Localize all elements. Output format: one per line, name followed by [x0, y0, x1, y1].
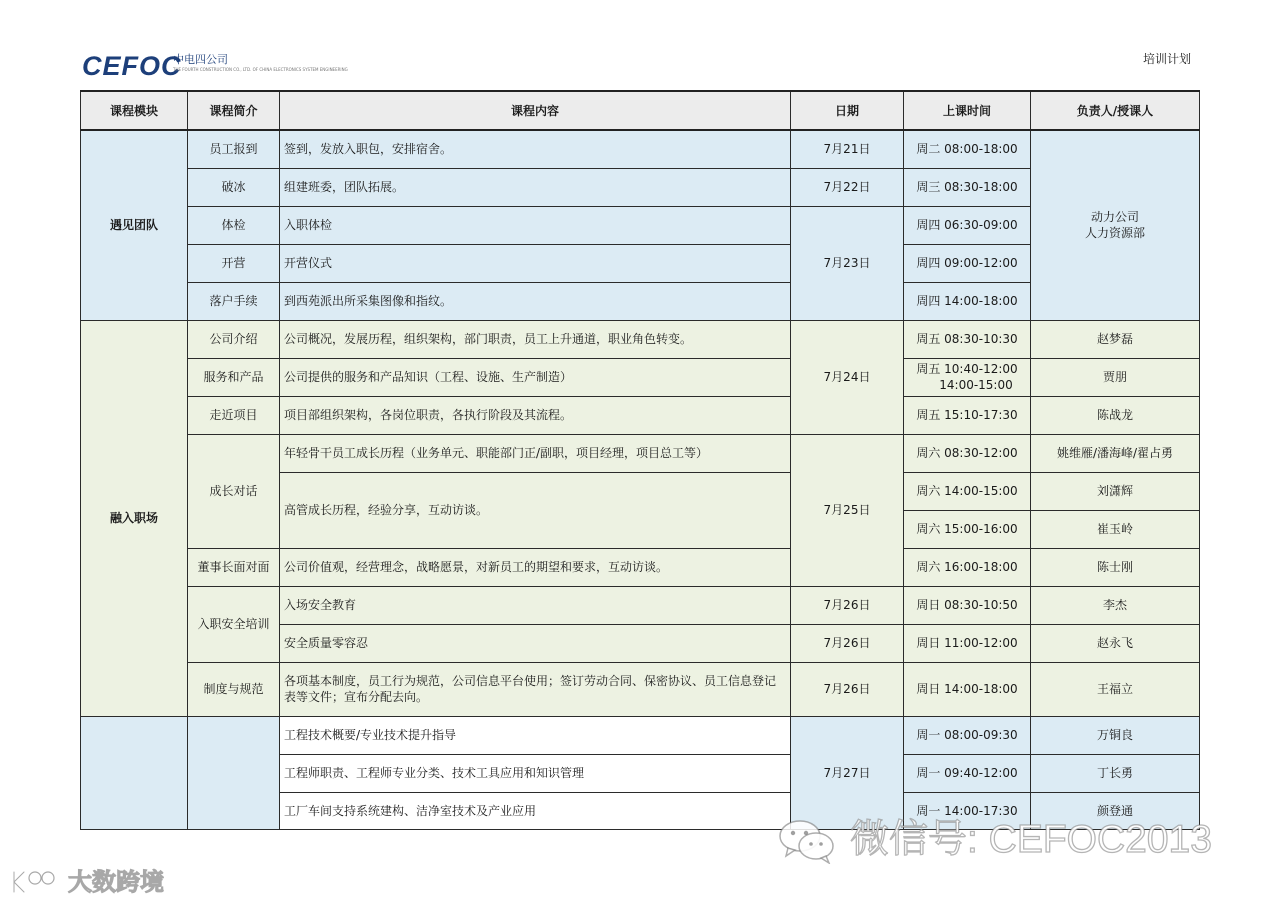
person-cell: 丁长勇	[1031, 754, 1200, 792]
time-cell: 周日 14:00-18:00	[904, 662, 1031, 716]
header-module: 课程模块	[81, 91, 188, 130]
responsible-line: 动力公司	[1090, 210, 1139, 225]
person-cell: 陈士刚	[1031, 548, 1200, 586]
time-cell: 周五 15:10-17:30	[904, 396, 1031, 434]
wechat-watermark	[778, 812, 1258, 868]
intro-cell: 入职安全培训	[188, 586, 280, 662]
time-cell	[904, 358, 1031, 396]
table-row	[81, 130, 1200, 168]
intro-cell: 董事长面对面	[188, 548, 280, 586]
time-cell: 周四 14:00-18:00	[904, 282, 1031, 320]
time-cell: 周日 11:00-12:00	[904, 624, 1031, 662]
logo-wordmark: CEFOC	[82, 51, 182, 81]
time-cell: 周三 08:30-18:00	[904, 168, 1031, 206]
time-cell: 周一 09:40-12:00	[904, 754, 1031, 792]
intro-cell: 走近项目	[188, 396, 280, 434]
person-cell: 万铜良	[1031, 716, 1200, 754]
intro-cell: 成长对话	[188, 434, 280, 548]
time-cell: 周一 08:00-09:30	[904, 716, 1031, 754]
training-schedule-table	[80, 90, 1200, 830]
date-cell: 7月22日	[791, 168, 904, 206]
content-cell: 工程技术概要/专业技术提升指导	[280, 716, 791, 754]
content-cell: 高管成长历程，经验分享，互动访谈。	[280, 472, 791, 548]
content-cell: 工厂车间支持系统建构、洁净室技术及产业应用	[280, 792, 791, 829]
table-row	[81, 716, 1200, 754]
content-cell: 项目部组织架构，各岗位职责，各执行阶段及其流程。	[280, 396, 791, 434]
company-logo	[82, 51, 348, 81]
person-cell: 姚维雁/潘海峰/翟占勇	[1031, 434, 1200, 472]
header-date: 日期	[791, 91, 904, 130]
table-row	[81, 662, 1200, 716]
intro-cell: 服务和产品	[188, 358, 280, 396]
time-cell: 周六 16:00-18:00	[904, 548, 1031, 586]
intro-cell: 员工报到	[188, 130, 280, 168]
time-cell: 周六 15:00-16:00	[904, 510, 1031, 548]
content-cell: 工程师职责、工程师专业分类、技术工具应用和知识管理	[280, 754, 791, 792]
content-cell: 公司价值观，经营理念，战略愿景，对新员工的期望和要求，互动访谈。	[280, 548, 791, 586]
intro-cell: 开营	[188, 244, 280, 282]
person-cell: 赵梦磊	[1031, 320, 1200, 358]
date-cell: 7月23日	[791, 206, 904, 320]
wechat-icon	[778, 818, 836, 864]
module-cell: 遇见团队	[81, 130, 188, 320]
date-cell: 7月25日	[791, 434, 904, 586]
kdata-icon	[10, 866, 62, 898]
intro-cell: 体检	[188, 206, 280, 244]
time-cell: 周日 08:30-10:50	[904, 586, 1031, 624]
date-cell: 7月21日	[791, 130, 904, 168]
header-intro: 课程简介	[188, 91, 280, 130]
table-row	[81, 320, 1200, 358]
date-cell: 7月26日	[791, 586, 904, 624]
responsible-cell	[1031, 130, 1200, 320]
document-tag: 培训计划	[1143, 52, 1192, 66]
content-cell: 年轻骨干员工成长历程（业务单元、职能部门正/副职，项目经理，项目总工等）	[280, 434, 791, 472]
intro-cell: 落户手续	[188, 282, 280, 320]
person-cell: 赵永飞	[1031, 624, 1200, 662]
time-cell: 周四 06:30-09:00	[904, 206, 1031, 244]
time-cell: 周四 09:00-12:00	[904, 244, 1031, 282]
person-cell: 刘潇辉	[1031, 472, 1200, 510]
person-cell: 贾朋	[1031, 358, 1200, 396]
content-cell: 公司提供的服务和产品知识（工程、设施、生产制造）	[280, 358, 791, 396]
person-cell: 陈战龙	[1031, 396, 1200, 434]
date-cell: 7月27日	[791, 716, 904, 829]
content-cell: 公司概况，发展历程，组织架构，部门职责，员工上升通道，职业角色转变。	[280, 320, 791, 358]
content-cell: 组建班委，团队拓展。	[280, 168, 791, 206]
date-cell: 7月24日	[791, 320, 904, 434]
date-cell: 7月26日	[791, 662, 904, 716]
content-cell: 入职体检	[280, 206, 791, 244]
person-cell: 王福立	[1031, 662, 1200, 716]
intro-cell: 破冰	[188, 168, 280, 206]
table-row	[81, 434, 1200, 472]
person-cell: 李杰	[1031, 586, 1200, 624]
table-header-row	[81, 91, 1200, 130]
intro-cell: 公司介绍	[188, 320, 280, 358]
time-cell: 周五 08:30-10:30	[904, 320, 1031, 358]
content-cell: 入场安全教育	[280, 586, 791, 624]
time-cell: 周六 08:30-12:00	[904, 434, 1031, 472]
table-row	[81, 548, 1200, 586]
header-time: 上课时间	[904, 91, 1031, 130]
time-cell: 周六 14:00-15:00	[904, 472, 1031, 510]
time-line: 14:00-15:00	[939, 378, 1013, 392]
person-cell: 颜登通	[1031, 792, 1200, 829]
logo-subtitle: THE FOURTH CONSTRUCTION CO., LTD. OF CHINA ELECTRONICS SYSTEM ENGINEERING	[173, 67, 348, 72]
header-content: 课程内容	[280, 91, 791, 130]
module-cell: 融入职场	[81, 320, 188, 716]
content-cell: 开营仪式	[280, 244, 791, 282]
table-row	[81, 396, 1200, 434]
table-row	[81, 586, 1200, 624]
table-row	[81, 358, 1200, 396]
content-cell: 签到，发放入职包，安排宿舍。	[280, 130, 791, 168]
content-cell: 各项基本制度，员工行为规范，公司信息平台使用；签订劳动合同、保密协议、员工信息登记表等文件；宣布分配去向。	[280, 662, 791, 716]
brand-watermark-text: 大数跨境	[68, 868, 164, 896]
time-cell: 周二 08:00-18:00	[904, 130, 1031, 168]
header-responsible: 负责人/授课人	[1031, 91, 1200, 130]
logo-chinese-name: 中电四公司	[173, 53, 228, 66]
wechat-id-text: 微信号: CEFOC2013	[850, 818, 1212, 861]
time-line: 周五 10:40-12:00	[916, 362, 1018, 376]
person-cell: 崔玉岭	[1031, 510, 1200, 548]
module-cell	[81, 716, 188, 829]
responsible-line: 人力资源部	[1084, 226, 1145, 241]
time-cell: 周一 14:00-17:30	[904, 792, 1031, 829]
intro-cell	[188, 716, 280, 829]
brand-watermark	[10, 862, 180, 902]
date-cell: 7月26日	[791, 624, 904, 662]
content-cell: 安全质量零容忍	[280, 624, 791, 662]
content-cell: 到西苑派出所采集图像和指纹。	[280, 282, 791, 320]
intro-cell: 制度与规范	[188, 662, 280, 716]
